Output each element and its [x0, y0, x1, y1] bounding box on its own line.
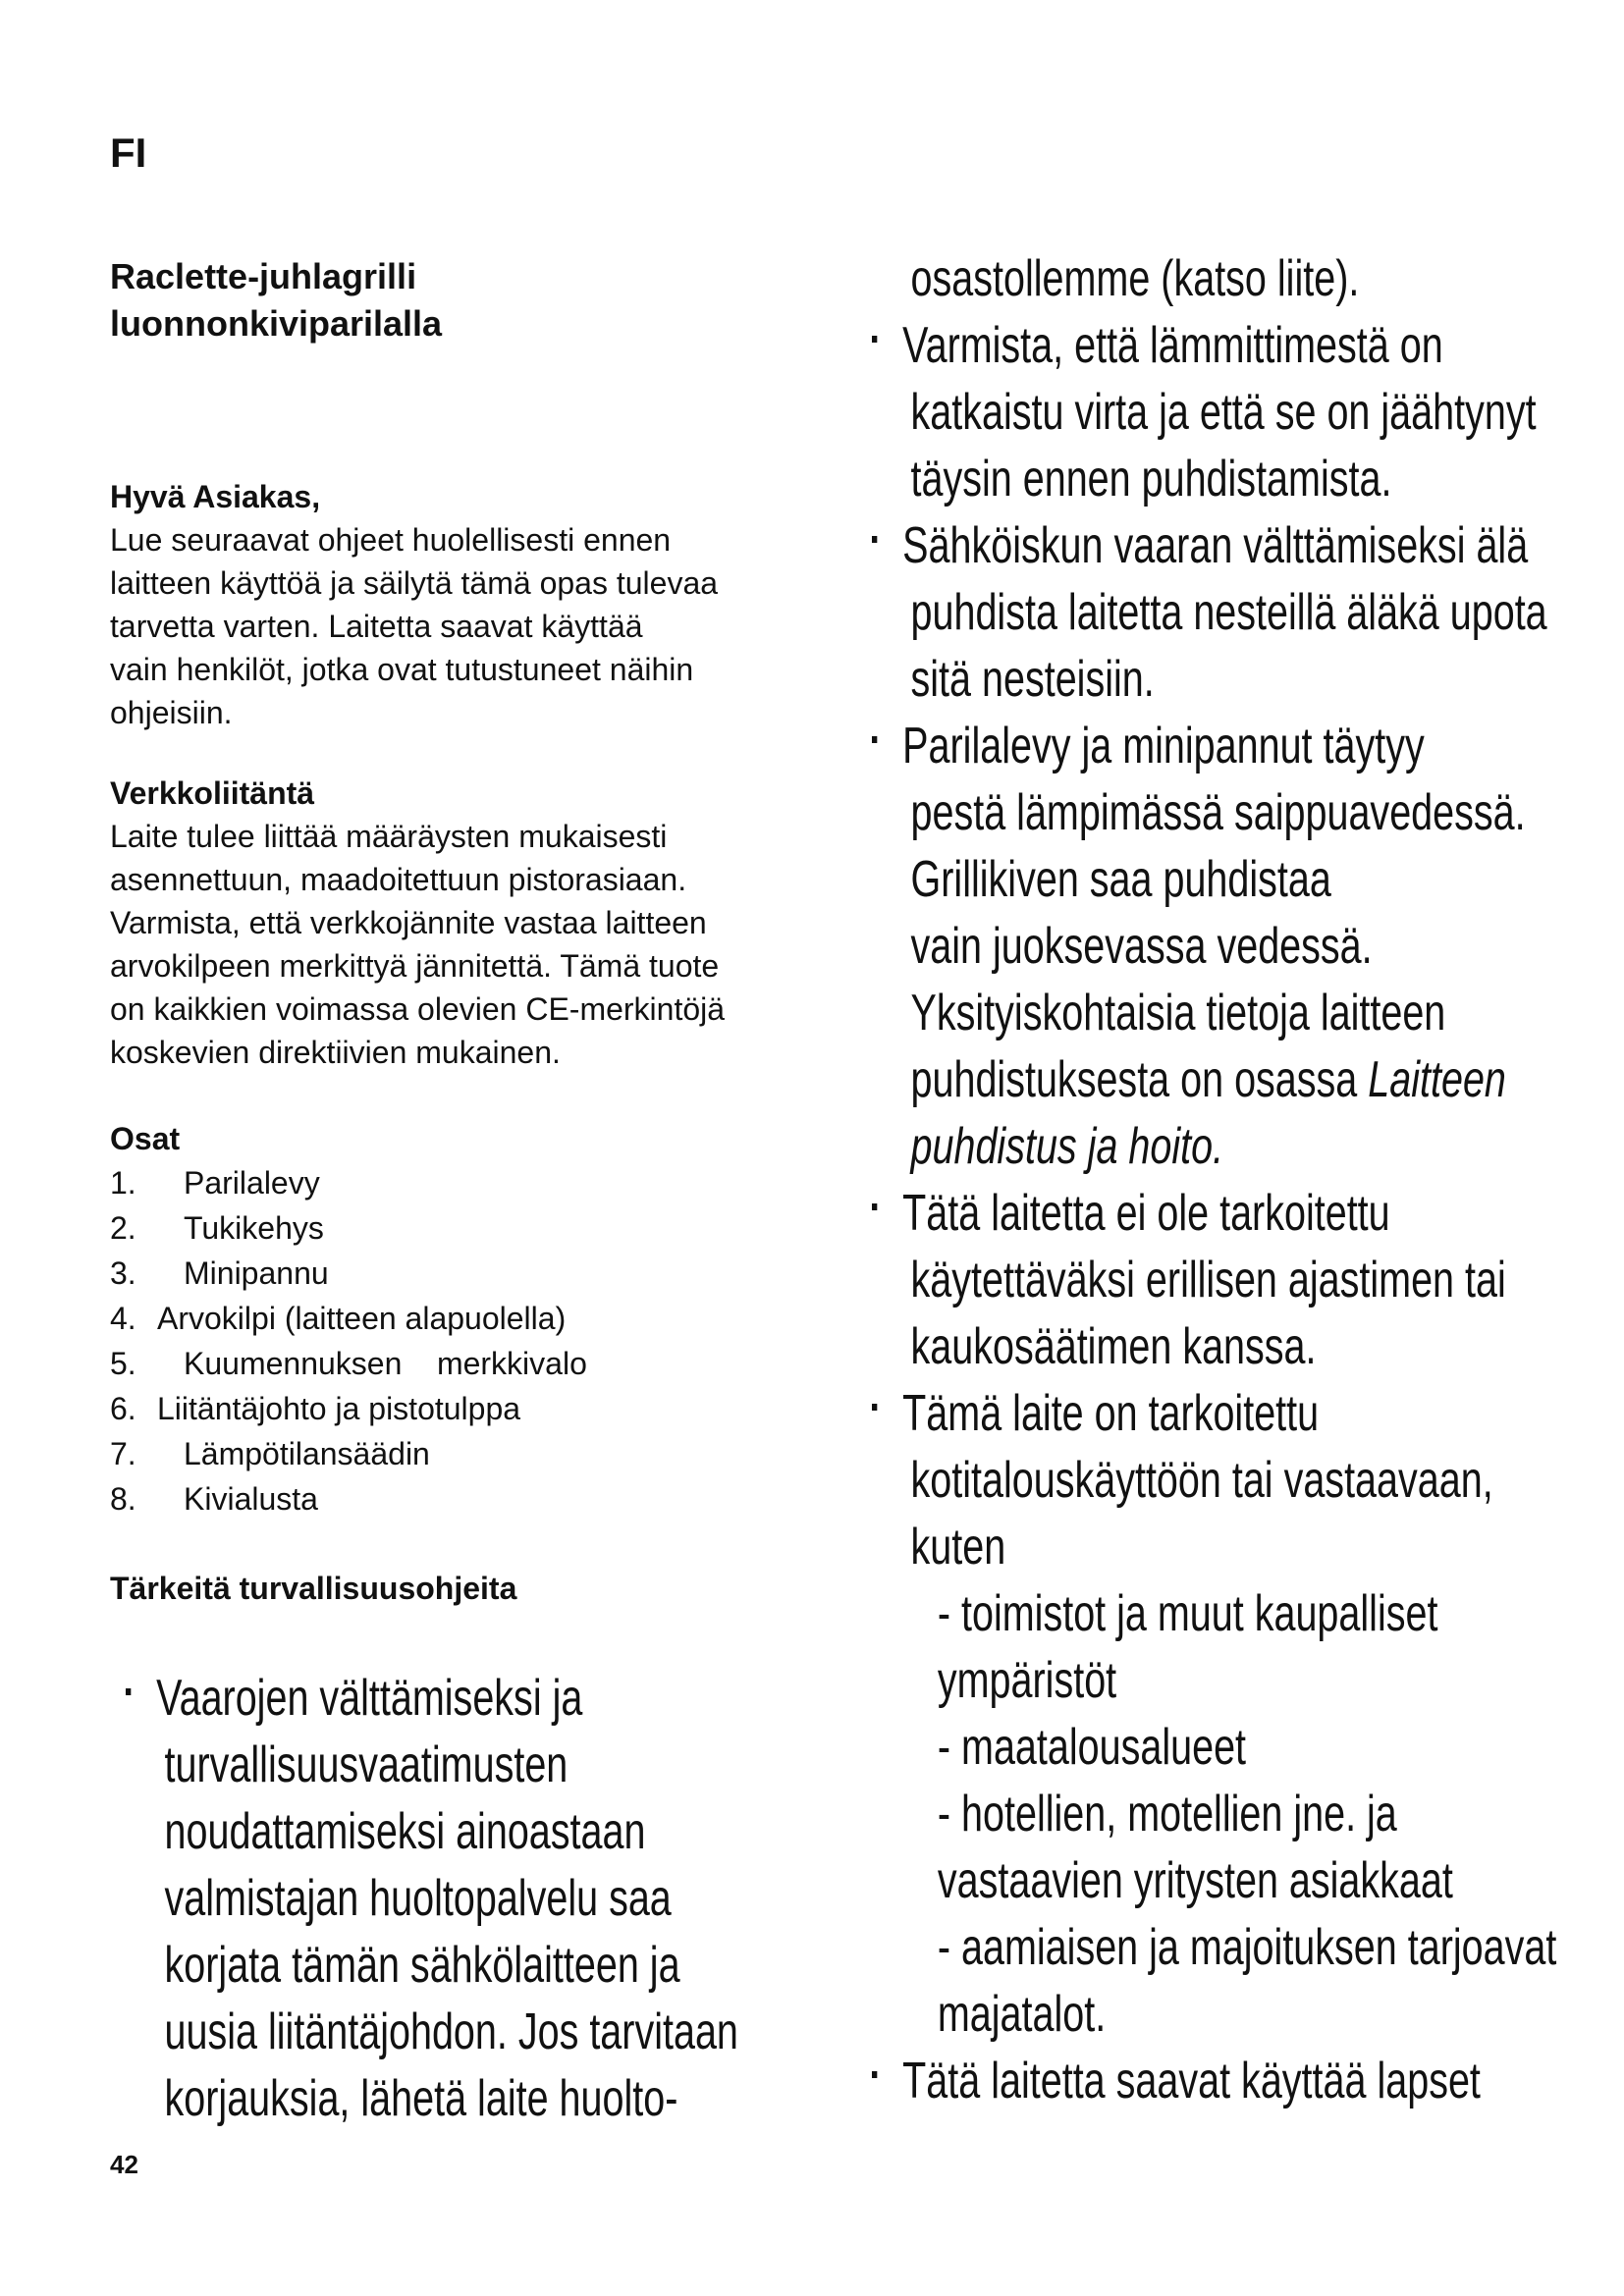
parts-section [110, 1117, 797, 1522]
continued-text: osastollemme (katso liite). [910, 250, 1360, 307]
parts-list [110, 1160, 797, 1522]
bullet-line: Parilalevy ja minipannut täytyy [872, 713, 1556, 779]
list-item: 5. Kuumennuksen merkkivalo [110, 1346, 587, 1381]
left-column [110, 253, 797, 1610]
language-label: FI [110, 130, 147, 176]
bullet-line: Tätä laitetta saavat käyttää lapset [872, 2048, 1556, 2114]
greeting-text: Lue seuraavat ohjeet huolellisesti ennen laitteen käyttöä ja säilytä tämä opas tulevaa tarvetta varten. Laitetta saavat käyttää vain henkilöt, jotka ovat tutustuneet näihin ohjeisiin. [110, 522, 719, 730]
parts-heading: Osat [110, 1121, 181, 1156]
list-item: 2. Tukikehys [110, 1210, 324, 1246]
bullet-icon [872, 536, 877, 543]
right-column: osastollemme (katso liite). Varmista, että lämmittimestä on katkaistu virta ja että se on jäähtynyt täysin ennen puhdistamista. Sähköiskun vaaran välttämiseksi älä puhdista laitetta nesteillä äläkä upota sitä nesteisiin. Parilalevy ja minipannut täytyy pestä lämpimässä saippuavedessä. Grillikiven saa puhdistaa vain juoksevassa vedessä. Yksityiskohtaisia tietoja laitteen puhdistuksesta on osassa Laitteen puhdistus ja hoito. Tätä laitetta ei ole tarkoitettu käytettäväksi erillisen ajastimen tai kaukosäätimen kanssa. Tämä laite on tarkoitettu kotitalouskäyttöön tai vastaavaan, kuten - toimistot ja muut kaupalliset ympäristöt - maatalousalueet - hotellien, motellien jne. ja vastaavien yritysten asiakkaat - aamiaisen ja majoituksen tarjoavat majatalot. Tätä laitetta saavat käyttää lapset [872, 245, 1556, 2114]
page-number: 42 [110, 2150, 138, 2179]
bullet-icon [872, 736, 877, 743]
safety-left-text: Vaarojen välttämiseksi ja turvallisuusvaatimusten noudattamiseksi ainoastaan valmistajan huoltopalvelu saa korjata tämän sähkölaitteen ja uusia liitäntäjohdon. Jos tarvitaan korjauksia, lähetä laite huolto- [126, 1665, 738, 2132]
greeting-section [110, 475, 797, 734]
bullet-icon [872, 2071, 877, 2078]
bullet-icon [872, 1203, 877, 1210]
network-heading: Verkkoliitäntä [110, 775, 315, 811]
safety-heading: Tärkeitä turvallisuusohjeita [110, 1571, 517, 1606]
title-line: Raclette-juhlagrilli [110, 256, 417, 296]
list-item: 4. Arvokilpi (laitteen alapuolella) [110, 1301, 567, 1336]
safety-heading-block [110, 1567, 797, 1610]
bullet-icon [872, 336, 877, 343]
title-line: luonnonkiviparilalla [110, 303, 443, 344]
bullet-line: Varmista, että lämmittimestä on [872, 312, 1556, 379]
network-text: Laite tulee liittää määräysten mukaisesti asennettuun, maadoitettuun pistorasiaan. Varmista, että verkkojännite vastaa laitteen arvokilpeen merkittyä jännitettä. Tämä tuote on kaikkien voimassa olevien CE-merkintöjä koskevien direktiivien mukainen. [110, 819, 726, 1070]
bullet-line: Vaarojen välttämiseksi ja [126, 1665, 738, 1732]
bullet-icon [872, 1404, 877, 1411]
network-section [110, 772, 797, 1074]
list-item: 7. Lämpötilansäädin [110, 1436, 430, 1471]
list-item: 6. Liitäntäjohto ja pistotulppa [110, 1391, 521, 1426]
list-item: 3. Minipannu [110, 1255, 329, 1291]
bullet-line: Tämä laite on tarkoitettu [872, 1380, 1556, 1447]
bullet-line: Tätä laitetta ei ole tarkoitettu [872, 1180, 1556, 1247]
bullet-line: Sähköiskun vaaran välttämiseksi älä [872, 512, 1556, 579]
list-item: 1. Parilalevy [110, 1165, 320, 1201]
document-title [110, 253, 797, 347]
greeting-heading: Hyvä Asiakas, [110, 479, 321, 514]
list-item: 8. Kivialusta [110, 1481, 318, 1517]
bullet-icon [126, 1688, 131, 1695]
